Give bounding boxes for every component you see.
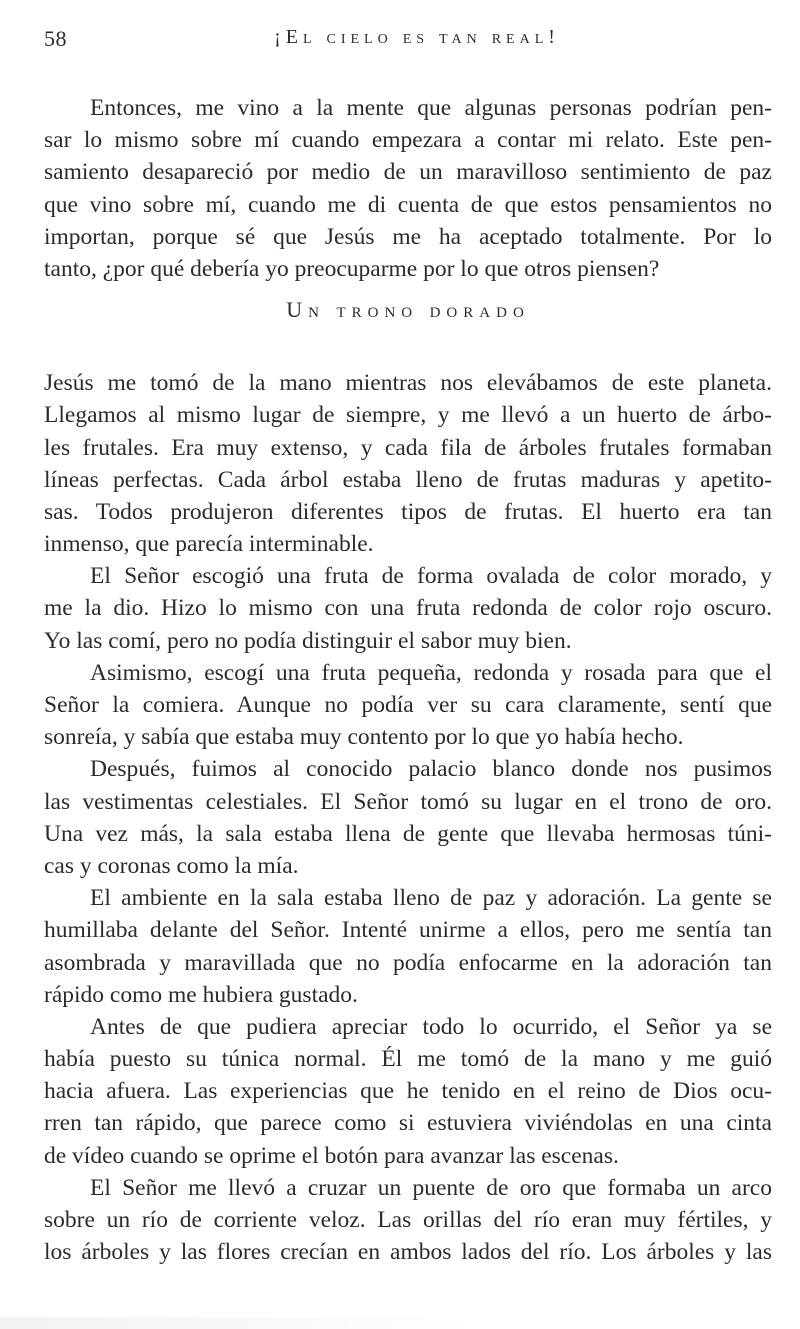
text-line: sonreía, y sabía que estaba muy contento por lo que yo había hecho. xyxy=(44,724,684,751)
text-line: los árboles y las flores crecían en ambos lados del río. Los árboles y las xyxy=(44,1239,772,1266)
text-line: había puesto su túnica normal. Él me tomó de la mano y me guió xyxy=(44,1046,772,1073)
section-heading: Un trono dorado xyxy=(286,297,530,323)
text-line: Yo las comí, pero no podía distinguir el sabor muy bien. xyxy=(44,627,572,654)
text-line: El ambiente en la sala estaba lleno de paz y adoración. La gente se xyxy=(90,885,772,912)
text-line: Llegamos al mismo lugar de siempre, y me llevó a un huerto de árbo- xyxy=(44,402,772,429)
text-line: las vestimentas celestiales. El Señor tomó su lugar en el trono de oro. xyxy=(44,788,772,815)
text-line: Después, fuimos al conocido palacio blanco donde nos pusimos xyxy=(90,756,772,783)
paragraph xyxy=(44,882,772,1011)
text-line: Asimismo, escogí una fruta pequeña, redonda y rosada para que el xyxy=(90,659,772,686)
paragraph xyxy=(44,657,772,754)
text-line: rápido como me hubiera gustado. xyxy=(44,981,358,1008)
text-line: les frutales. Era muy extenso, y cada fila de árboles frutales formaban xyxy=(44,434,772,461)
text-line: me la dio. Hizo lo mismo con una fruta redonda de color rojo oscuro. xyxy=(44,595,772,622)
text-line: sar lo mismo sobre mí cuando empezara a contar mi relato. Este pen- xyxy=(44,127,772,154)
page-number: 58 xyxy=(44,26,67,51)
text-line: Entonces, me vino a la mente que algunas personas podrían pen- xyxy=(90,95,772,121)
text-line: sobre un río de corriente veloz. Las orillas del río eran muy fértiles, y xyxy=(44,1207,772,1233)
text-line: sas. Todos produjeron diferentes tipos de frutas. El huerto era tan xyxy=(44,498,772,525)
paragraph xyxy=(44,92,772,285)
text-line: samiento desapareció por medio de un maravilloso sentimiento de paz xyxy=(44,159,772,186)
text-line: inmenso, que parecía interminable. xyxy=(44,531,374,558)
text-line: líneas perfectas. Cada árbol estaba lleno de frutas maduras y apetito- xyxy=(44,466,772,493)
page-edge-shadow xyxy=(0,1317,800,1329)
running-title: ¡El cielo es tan real! xyxy=(274,26,560,48)
text-line: Jesús me tomó de la mano mientras nos elevábamos de este planeta. xyxy=(44,370,772,397)
paragraph xyxy=(44,753,772,882)
running-header xyxy=(44,20,770,60)
body-text xyxy=(44,92,772,1268)
text-line: Una vez más, la sala estaba llena de gente que llevaba hermosas túni- xyxy=(44,820,772,847)
text-line: cas y coronas como la mía. xyxy=(44,852,299,879)
text-line: El Señor me llevó a cruzar un puente de oro que formaba un arco xyxy=(90,1174,772,1201)
text-line: asombrada y maravillada que no podía enfocarme en la adoración tan xyxy=(44,949,772,976)
text-line: que vino sobre mí, cuando me di cuenta de que estos pensamientos no xyxy=(44,191,772,218)
paragraph xyxy=(44,560,772,657)
text-line: Señor la comiera. Aunque no podía ver su cara claramente, sentí que xyxy=(44,692,772,718)
text-line: humillaba delante del Señor. Intenté unirme a ellos, pero me sentía tan xyxy=(44,917,772,944)
text-line: importan, porque sé que Jesús me ha aceptado totalmente. Por lo xyxy=(44,223,772,250)
text-line: hacia afuera. Las experiencias que he tenido en el reino de Dios ocu- xyxy=(44,1078,772,1105)
paragraph xyxy=(44,1011,772,1172)
text-line: rren tan rápido, que parece como si estuviera viviéndolas en una cinta xyxy=(44,1110,772,1137)
paragraph xyxy=(44,367,772,560)
text-line: tanto, ¿por qué debería yo preocuparme por lo que otros piensen? xyxy=(44,255,660,282)
text-line: El Señor escogió una fruta de forma ovalada de color morado, y xyxy=(90,563,772,590)
paragraph xyxy=(44,1172,772,1269)
text-line: de vídeo cuando se oprime el botón para avanzar las escenas. xyxy=(44,1142,619,1169)
text-line: Antes de que pudiera apreciar todo lo ocurrido, el Señor ya se xyxy=(90,1013,772,1040)
